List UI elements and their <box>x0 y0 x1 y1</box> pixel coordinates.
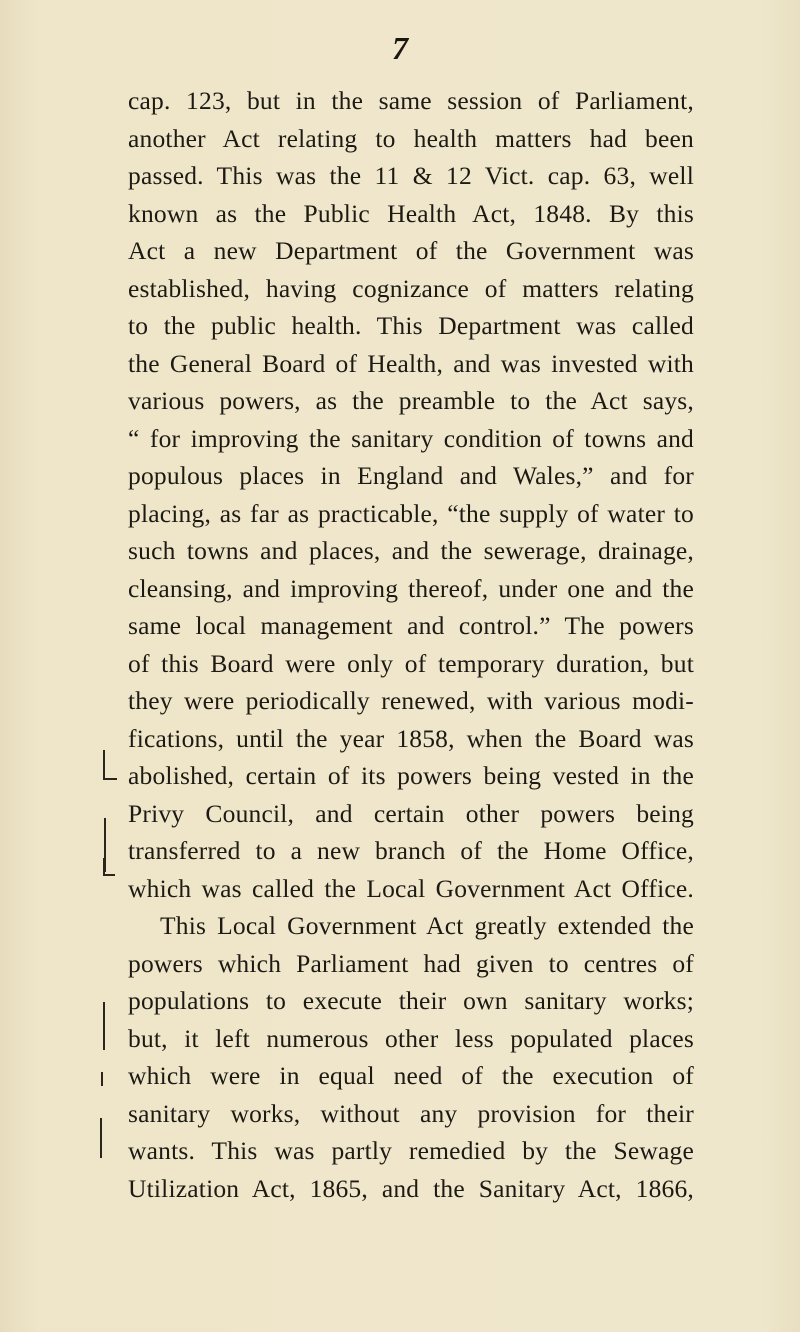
text-line: which was called the Local Government Act Office. <box>128 873 694 903</box>
text-line: fications, until the year 1858, when the Board was <box>128 723 694 753</box>
margin-mark <box>103 750 117 780</box>
margin-mark <box>101 1072 103 1086</box>
text-line: This Local Government Act greatly extended the <box>160 911 694 940</box>
text-line: “ for improving the sanitary condition of towns and <box>128 423 694 453</box>
text-line: various powers, as the preamble to the Act says, <box>128 386 694 415</box>
text-line: placing, as far as practicable, “the supply of water to <box>128 498 694 528</box>
text-line: populations to execute their own sanitary works; <box>128 986 694 1015</box>
text-line: cap. 123, but in the same session of Parliament, <box>128 86 694 115</box>
text-line: populous places in England and Wales,” and for <box>128 461 694 490</box>
text-line: to the public health. This Department was called <box>128 311 694 340</box>
text-line: sanitary works, without any provision for their <box>128 1098 694 1128</box>
text-line: such towns and places, and the sewerage, drainage, <box>128 536 694 565</box>
text-line: transferred to a new branch of the Home Office, <box>128 836 694 865</box>
text-line: powers which Parliament had given to centres of <box>128 948 694 978</box>
text-line: same local management and control.” The powers <box>128 611 694 640</box>
margin-mark <box>103 858 115 876</box>
text-line: Utilization Act, 1865, and the Sanitary Act, 1866, <box>128 1173 694 1203</box>
text-line: established, having cognizance of matters relating <box>128 273 694 303</box>
text-line: passed. This was the 11 & 12 Vict. cap. 63, well <box>128 161 694 190</box>
text-line: cleansing, and improving thereof, under one and the <box>128 573 694 603</box>
text-line: of this Board were only of temporary duration, but <box>128 648 694 678</box>
text-line: which were in equal need of the execution of <box>128 1061 694 1090</box>
text-line: they were periodically renewed, with various modi- <box>128 686 694 715</box>
text-line: another Act relating to health matters had been <box>128 123 694 153</box>
margin-mark <box>103 1002 105 1050</box>
text-line: but, it left numerous other less populated places <box>128 1023 694 1053</box>
text-line: Act a new Department of the Government was <box>128 236 694 265</box>
text-line: the General Board of Health, and was invested with <box>128 348 694 378</box>
page-number: 7 <box>392 30 408 66</box>
text-line: known as the Public Health Act, 1848. By this <box>128 198 694 228</box>
margin-mark <box>100 1118 102 1158</box>
text-line: Privy Council, and certain other powers being <box>128 798 694 828</box>
text-line: wants. This was partly remedied by the Sewage <box>128 1136 694 1165</box>
text-line: abolished, certain of its powers being vested in the <box>128 761 694 790</box>
